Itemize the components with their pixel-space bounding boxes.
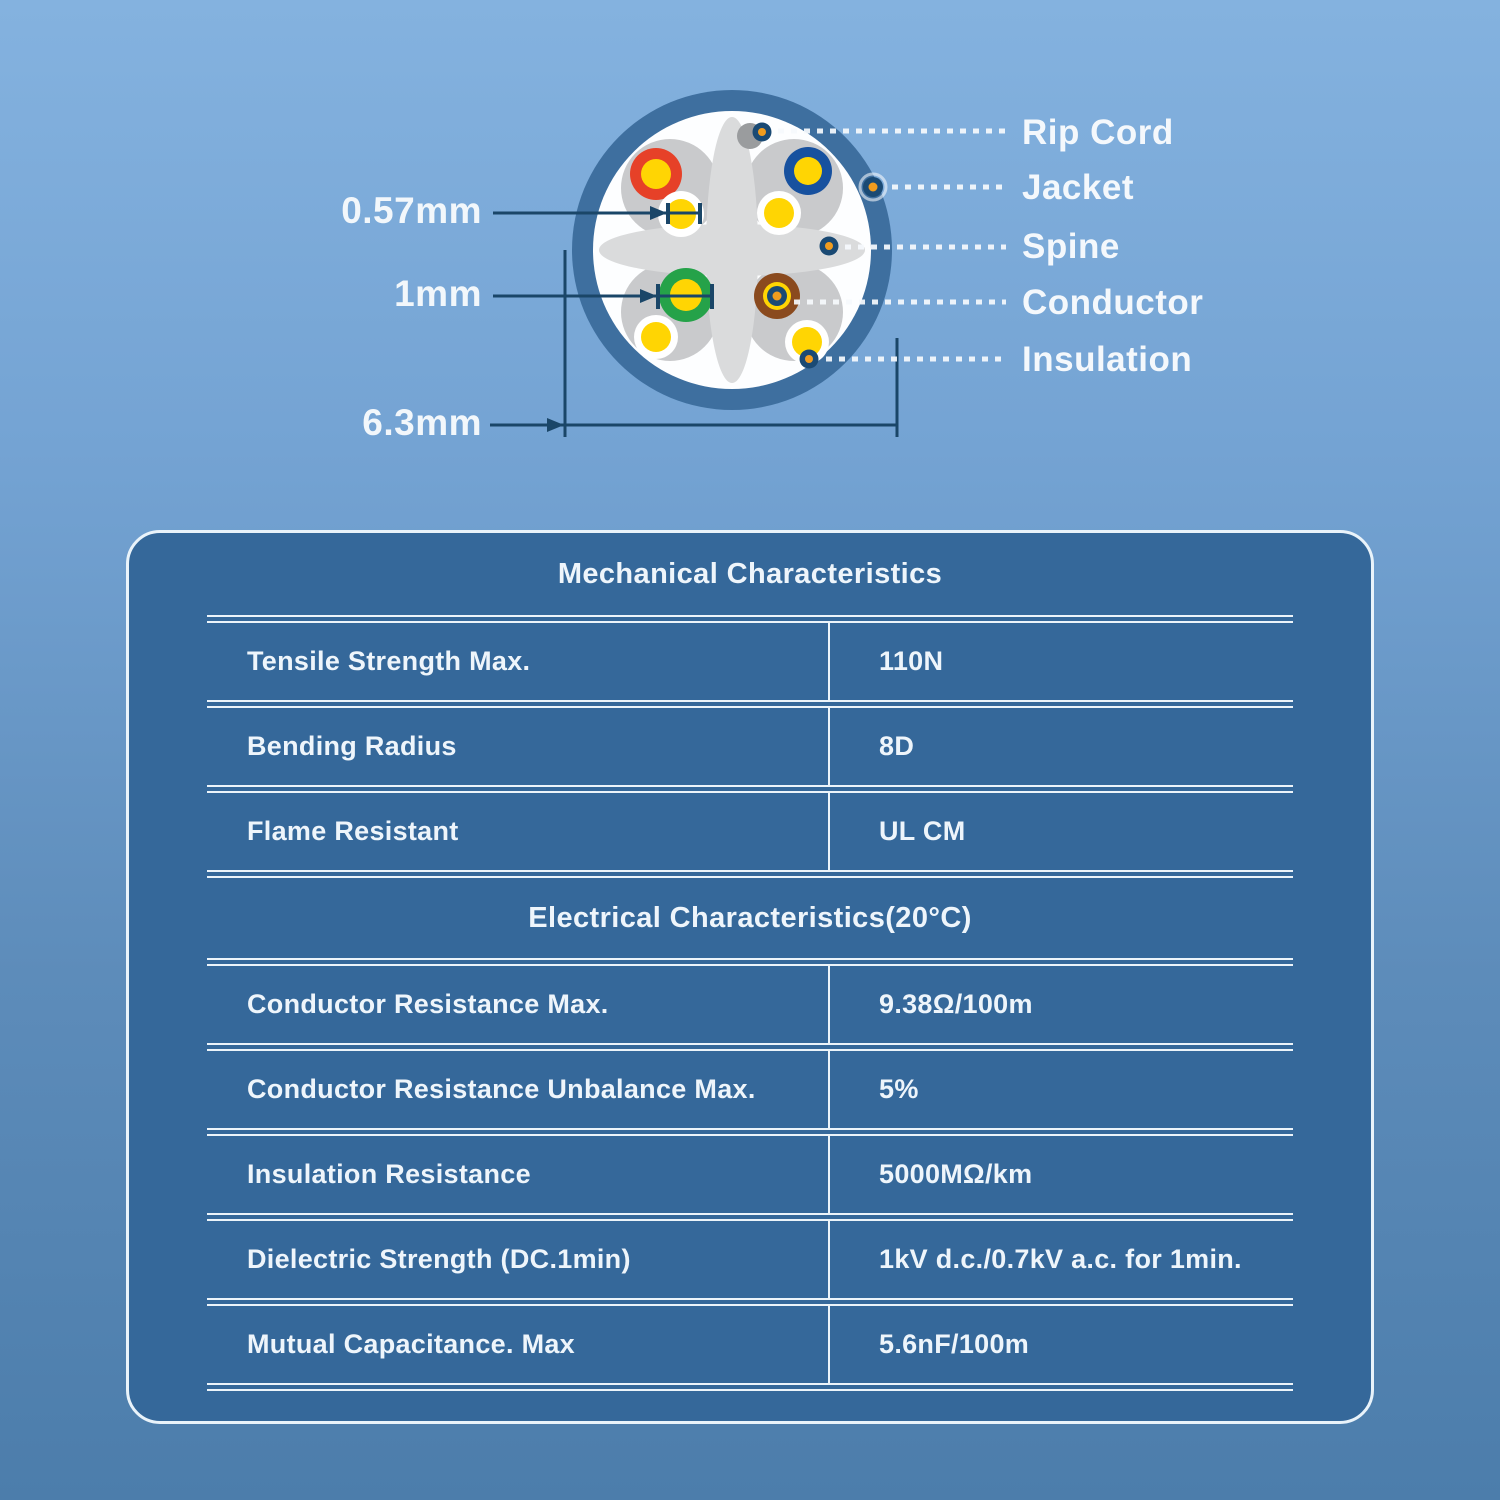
spec-name: Tensile Strength Max. xyxy=(129,623,830,700)
row-divider xyxy=(207,700,1293,708)
spec-row-insulation-resistance xyxy=(129,1136,1371,1213)
spec-name: Conductor Resistance Max. xyxy=(129,966,830,1043)
spec-value: 5.6nF/100m xyxy=(879,1329,1030,1359)
spec-row-mutual-capacitance xyxy=(129,1306,1371,1383)
spec-name: Mutual Capacitance. Max xyxy=(129,1306,830,1383)
spec-name: Insulation Resistance xyxy=(129,1136,830,1213)
label-jacket: Jacket xyxy=(1022,168,1134,207)
row-divider xyxy=(207,1298,1293,1306)
spec-value: 1kV d.c./0.7kV a.c. for 1min. xyxy=(879,1244,1242,1274)
spec-row-conductor-resistance xyxy=(129,966,1371,1043)
conductor-dot xyxy=(767,286,787,306)
spec-value: 9.38Ω/100m xyxy=(879,989,1033,1019)
spec-value: 5% xyxy=(879,1074,919,1104)
spec-row-dielectric-strength xyxy=(129,1221,1371,1298)
jacket-dot xyxy=(860,174,886,200)
spec-value: UL CM xyxy=(879,816,966,846)
spec-row-bending-radius xyxy=(129,708,1371,785)
spec-value: 8D xyxy=(879,731,915,761)
row-divider xyxy=(207,870,1293,878)
label-conductor: Conductor xyxy=(1022,283,1204,322)
spec-name: Dielectric Strength (DC.1min) xyxy=(129,1221,830,1298)
label-spine: Spine xyxy=(1022,227,1120,266)
cable-cross-section-diagram xyxy=(0,0,1500,500)
spec-table-panel xyxy=(126,530,1374,1424)
row-divider xyxy=(207,958,1293,966)
label-rip-cord: Rip Cord xyxy=(1022,113,1174,152)
row-divider xyxy=(207,785,1293,793)
dimension-label-insulation: 1mm xyxy=(394,273,482,314)
rip-cord-dot xyxy=(753,123,772,142)
dimension-label-conductor: 0.57mm xyxy=(341,190,482,231)
section-title-mechanical: Mechanical Characteristics xyxy=(557,557,943,590)
spec-row-flame-resistant xyxy=(129,793,1371,870)
row-divider xyxy=(207,1383,1293,1391)
row-divider xyxy=(207,1128,1293,1136)
spine-dot xyxy=(820,237,839,256)
row-divider xyxy=(207,1213,1293,1221)
spec-name: Conductor Resistance Unbalance Max. xyxy=(129,1051,830,1128)
spec-name: Flame Resistant xyxy=(129,793,830,870)
spec-row-resistance-unbalance xyxy=(129,1051,1371,1128)
spec-row-tensile-strength xyxy=(129,623,1371,700)
section-title-electrical: Electrical Characteristics(20°C) xyxy=(528,901,972,934)
row-divider xyxy=(207,1043,1293,1051)
spec-value: 5000MΩ/km xyxy=(879,1159,1033,1189)
row-divider xyxy=(207,615,1293,623)
insulation-dot xyxy=(800,350,819,369)
label-insulation: Insulation xyxy=(1022,340,1193,379)
dimension-label-cable-od: 6.3mm xyxy=(362,402,482,443)
spec-value: 110N xyxy=(879,646,944,676)
spec-name: Bending Radius xyxy=(129,708,830,785)
